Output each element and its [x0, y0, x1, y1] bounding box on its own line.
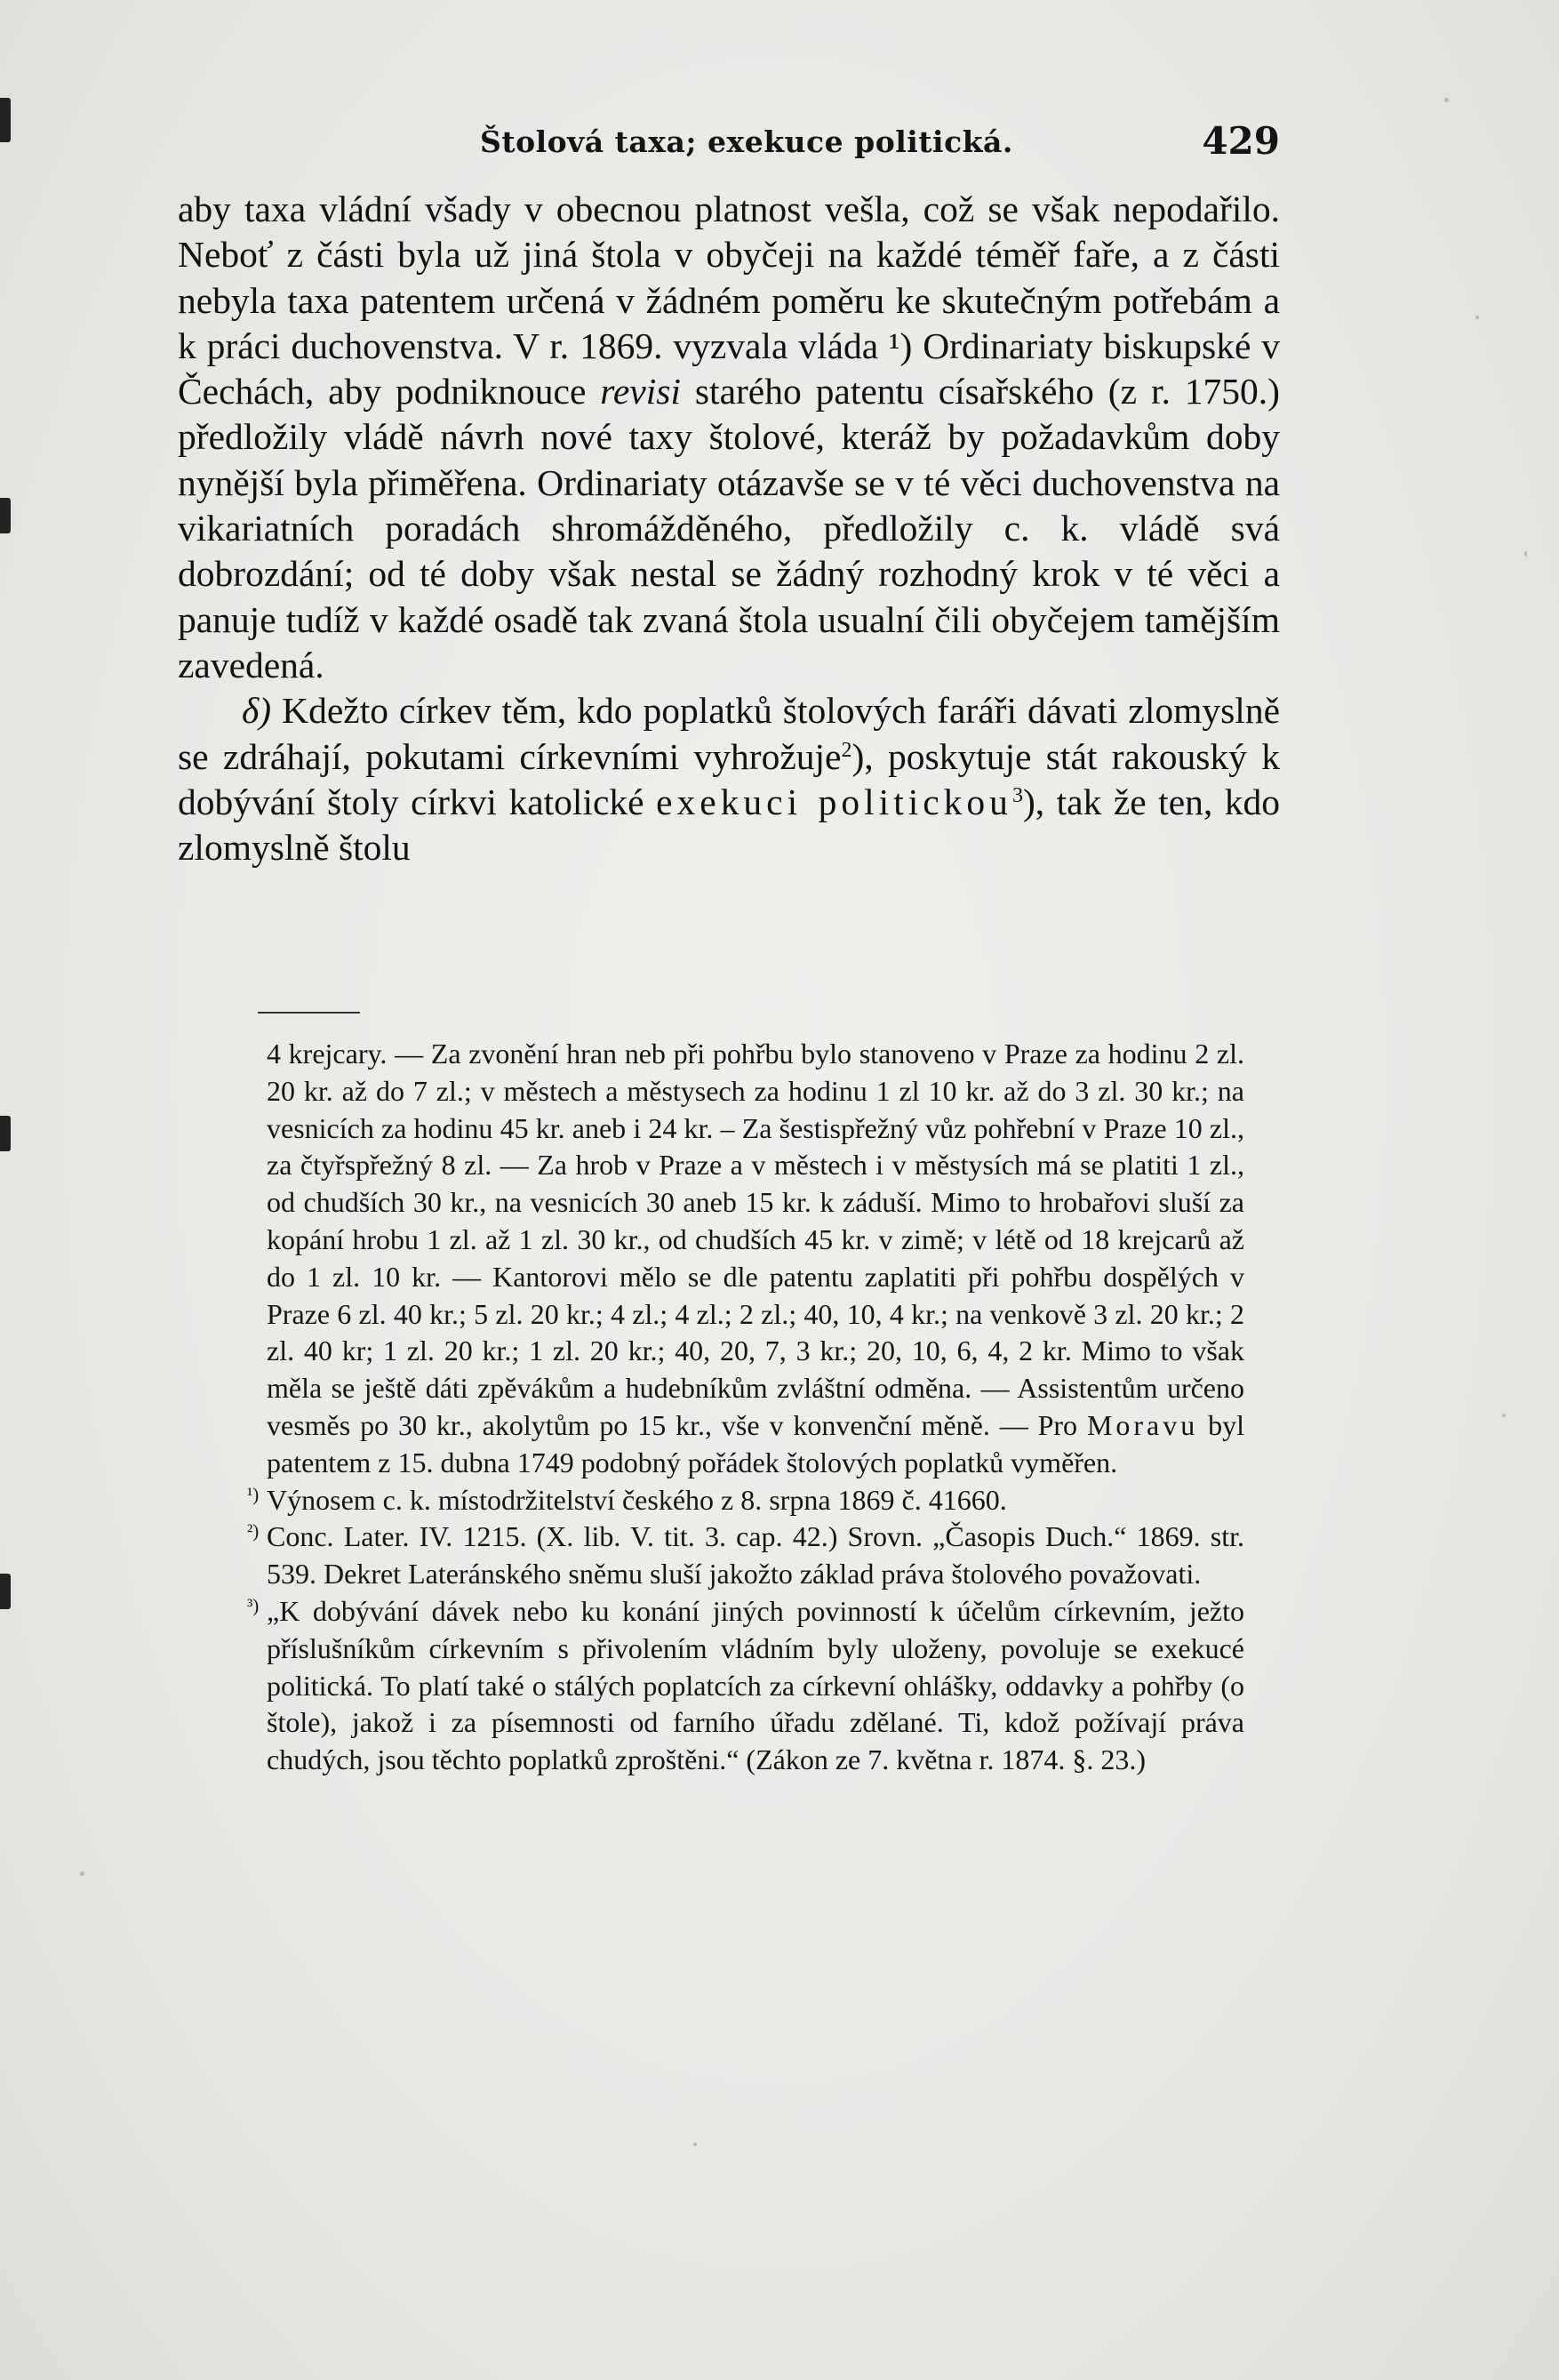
footnote-ref: 3: [1011, 783, 1023, 807]
margin-mark: [0, 98, 11, 142]
text-run: Kdežto církev těm, kdo poplatků štolových faráři dávati zlomyslně se zdráhají, pokutami církevními vyhrožuje: [178, 690, 1280, 777]
margin-mark: [0, 1574, 11, 1609]
spaced-text: exekuci politickou: [656, 781, 1012, 822]
text-run: byl patentem z 15. dubna 1749 podobný pořádek štolových poplatků vyměřen.: [267, 1408, 1245, 1478]
italic-text: revisi: [600, 371, 681, 413]
paper-speck: [1475, 316, 1479, 319]
text-run: ), poskytuje stát rakouský k dobývání štoly církvi katolické: [178, 735, 1280, 822]
section-label: δ): [242, 690, 272, 732]
text-run: aby taxa vládní všady v obecnou platnost vešla, což se však nepodařilo. Neboť z části byla už jiná štola v obyčeji na každé téměř faře, a z části nebyla taxa patentem určená v žádném poměru ke skutečným potřebám a k práci duchovenstva. V r. 1869. vyzvala vláda: [178, 188, 1280, 366]
text-run: 4 krejcary. — Za zvonění hran neb při pohřbu bylo stanoveno v Praze za hodinu 2 zl. 20 kr. až do 7 zl.; v městech a městysech za hodinu 1 zl 10 kr. až do 3 zl. 30 kr.; na vesnicích za hodinu 45 kr. aneb i 24 kr. – Za šestispřežný vůz pohřební v Praze 10 zl., za čtyřspřežný 8 zl. — Za hrob v Praze a v městech i v městysích má se platiti 1 zl., od chudších 30 kr., na vesnicích 30 aneb 15 kr. k záduší. Mimo to hrobařovi sluší za kopání hrobu 1 zl. až 1 zl. 30 kr., od chudších 45 kr. v zimě; v létě od 18 krejcarů až do 1 zl. 10 kr. — Kantorovi mělo se dle patentu zaplatiti při pohřbu dospělých v Praze 6 zl. 40 kr.; 5 zl. 20 kr.; 4 zl.; 4 zl.; 2 zl.; 40, 10, 4 kr.; na venkově 3 zl. 20 kr.; 2 zl. 40 kr; 1 zl. 20 kr.; 1 zl. 20 kr.; 40, 20, 7, 3 kr.; 20, 10, 6, 4, 2 kr. Mimo to však měla se ještě dáti zpěvákům a hudebníkům zvláštní odměna. — Assistentům určeno vesměs po 30 kr., akolytům po 15 kr., vše v konvenční měně. — Pro: [267, 1038, 1244, 1441]
footnote-1: [247, 1482, 1244, 1519]
main-text: [178, 187, 1280, 870]
margin-mark: [0, 498, 11, 533]
paragraph: [178, 187, 1280, 688]
footnote-2: [247, 1519, 1244, 1593]
footnote-3: [247, 1593, 1244, 1779]
footnote-continued: [267, 1036, 1244, 1482]
text-run: ), tak že ten, kdo zlomyslně štolu: [178, 781, 1281, 869]
footnote-mark: ²): [247, 1520, 260, 1543]
footnote-ref: ¹): [889, 325, 913, 366]
footnote-text: Výnosem c. k. místodržitelství českého z 8. srpna 1869 č. 41660.: [267, 1483, 1007, 1516]
margin-mark: [0, 1116, 11, 1151]
footnotes: [247, 1036, 1245, 1779]
running-title: Štolová taxa; exekuce politická.: [480, 124, 1013, 159]
paper-speck: [1444, 98, 1449, 102]
text-run: Ordinariaty biskupské v Čechách, aby podniknouce: [178, 325, 1281, 413]
footnote-text: Conc. Later. IV. 1215. (X. lib. V. tit. 3. cap. 42.) Srovn. „Časopis Duch.“ 1869. str. 539. Dekret Lateránského sněmu sluší jakožto základ práva štolového považovati.: [267, 1520, 1244, 1591]
paper-speck: [1524, 551, 1527, 557]
paper-speck: [80, 1871, 84, 1876]
footnote-ref: 2: [841, 738, 852, 762]
paper-speck: [693, 2143, 697, 2146]
footnote-mark: ¹): [247, 1483, 260, 1505]
page-number: 429: [1202, 119, 1280, 163]
page-header: [178, 119, 1280, 178]
spaced-text: Moravu: [1086, 1408, 1199, 1441]
footnote-divider: [258, 1012, 360, 1014]
footnote-text: „K dobývání dávek nebo ku konání jiných povinností k účelům církevním, ježto příslušníkům církevním s přivolením vládním byly uloženy, povoluje se exekucé politická. To platí také o stálých poplatcích za církevní ohlášky, oddavky a pohřby (o štole), jakož i za písemnosti od farního úřadu zdělané. Ti, kdož požívají práva chudých, jsou těchto poplatků zproštěni.“ (Zákon ze 7. května r. 1874. §. 23.): [267, 1594, 1244, 1776]
paper-speck: [1502, 1414, 1506, 1417]
footnote-mark: ³): [247, 1594, 260, 1616]
paragraph: [178, 688, 1280, 870]
text-run: starého patentu císařského (z r. 1750.) předložily vládě návrh nové taxy štolové, kteráž by požadavkům doby nynější byla přiměřena. Ordinariaty otázavše se v té věci duchovenstva na vikariatních poradách shromážděného, předložily c. k. vládě svá dobrozdání; od té doby však nestal se žádný rozhodný krok v té věci a panuje tudíž v každé osadě tak zvaná štola usualní čili obyčejem tamějším zavedená.: [178, 371, 1280, 685]
